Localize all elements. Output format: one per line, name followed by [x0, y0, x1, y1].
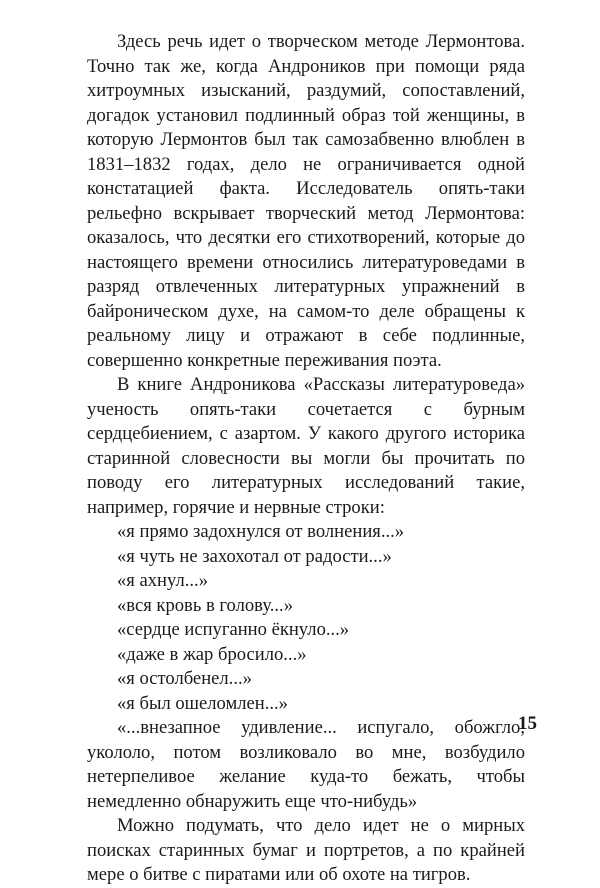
paragraph-lermontov-method: Здесь речь идет о творческом методе Лермонтова. Точно так же, когда Андроников при помощи ряда хитроумных изысканий, раздумий, сопоставлений, догадок установил подлинный образ той женщины, в которую Лермонтов был так самозабвенно влюблен в 1831–1832 годах, дело не ограничивается одной констатацией факта. Исследователь опять-таки рельефно вскрывает творческий метод Лермонтова: оказалось, что десятки его стихотворений, которые до настоящего времени относились литературоведами в разряд отвлеченных литературных упражнений в байроническом духе, на самом-то деле обращены к реальному лицу и отражают в себе подлинные, совершенно конкретные переживания поэта. [87, 31, 525, 371]
page-body [87, 30, 525, 888]
long-quote: «...внезапное удивление... испугало, обожгло, укололо, потом возликовало во мне, возбудило нетерпеливое желание куда-то бежать, чтобы немедленно обнаружить еще что-нибудь» [87, 717, 525, 812]
page-number: 15 [518, 713, 537, 734]
quote-line: «я прямо задохнулся от волнения...» [117, 521, 405, 542]
closing-paragraph: Можно подумать, что дело идет не о мирных поисках старинных бумаг и портретов, а по крайней мере о битве с пиратами или об охоте на тигров. [87, 815, 525, 885]
quote-line: «я остолбенел...» [117, 668, 252, 689]
quote-line: «я был ошеломлен...» [117, 692, 288, 714]
quote-line: «сердце испуганно ёкнуло...» [117, 619, 350, 640]
paragraph-stories-book: В книге Андроникова «Рассказы литературоведа» ученость опять-таки сочетается с бурным сердцебиением, с азартом. У какого другого историка старинной словесности вы могли бы прочитать по поводу его литературных исследований такие, например, горячие и нервные строки: [87, 374, 525, 518]
quote-line: «даже в жар бросило...» [117, 643, 307, 665]
quote-line: «я чуть не захохотал от радости...» [117, 545, 392, 567]
quote-line: «я ахнул...» [117, 570, 208, 591]
quote-line: «вся кровь в голову...» [117, 594, 293, 616]
